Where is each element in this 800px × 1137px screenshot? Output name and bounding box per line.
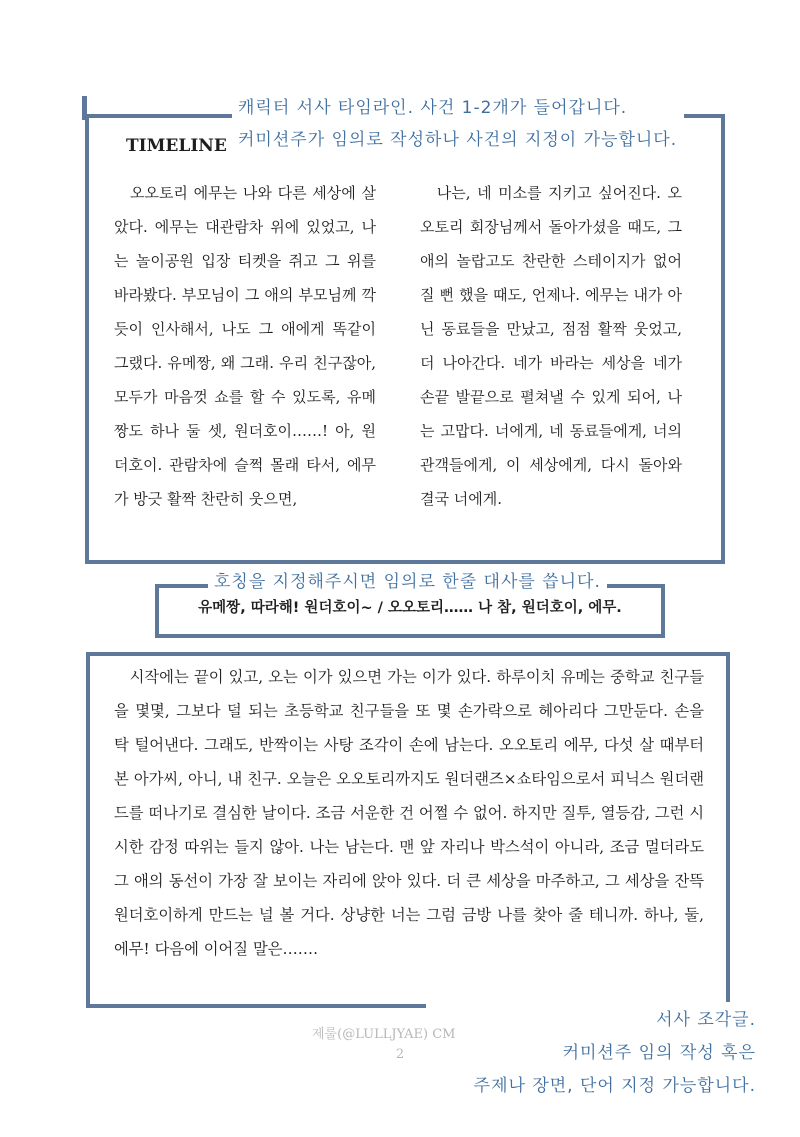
page-footer	[300, 1025, 500, 1065]
footer-credit: 제룰(@LULLJYAE) CM	[312, 1027, 456, 1042]
quote-text: 유메짱, 따라해! 원더호이~ / 오오토리…… 나 참, 원더호이, 에무.	[198, 600, 622, 616]
timeline-left-column: 오오토리 에무는 나와 다른 세상에 살았다. 에무는 대관람차 위에 있었고, 나는 놀이공원 입장 티켓을 쥐고 그 위를 바라봤다. 부모님이 그 애의 부모님께 깍듯이 인사해서, 나도 그 애에게 똑같이 그랬다. 유메짱, 왜 그래. 우리 친구잖아, 모두가 마음껏 쇼를 할 수 있도록, 유메짱도 하나 둘 셋, 원더호이……! 아, 원더호이. 관람차에 슬쩍 몰래 타서, 에무가 방긋 활짝 찬란히 웃으면,	[114, 184, 376, 508]
story-note-line1: 서사 조각글.	[656, 1010, 756, 1030]
story-note-line3: 주제나 장면, 단어 지정 가능합니다.	[473, 1076, 756, 1096]
page-number: 2	[395, 1047, 405, 1062]
timeline-note-line1: 캐릭터 서사 타임라인. 사건 1-2개가 들어갑니다.	[238, 98, 628, 118]
timeline-note	[232, 90, 684, 158]
story-note-line2: 커미션주 임의 작성 혹은	[562, 1043, 756, 1063]
story-text: 시작에는 끝이 있고, 오는 이가 있으면 가는 이가 있다. 하루이치 유메는 중학교 친구들을 몇몇, 그보다 덜 되는 초등학교 친구들을 또 몇 손가락으로 헤아리다 그만둔다. 손을 탁 털어낸다. 그래도, 반짝이는 사탕 조각이 손에 남는다. 오오토리 에무, 다섯 살 때부터 본 아가씨, 아니, 내 친구. 오늘은 오오토리까지도 원더랜즈×쇼타임으로서 피닉스 원더랜드를 떠나기로 결심한 날이다. 조금 서운한 건 어쩔 수 없어. 하지만 질투, 열등감, 그런 시시한 감정 따위는 들지 않아. 나는 남는다. 맨 앞 자리나 박스석이 아니라, 조금 멀더라도 그 애의 동선이 가장 잘 보이는 자리에 앉아 있다. 더 큰 세상을 마주하고, 그 세상을 잔뜩 원더호이하게 만드는 널 볼 거다. 상냥한 너는 그럼 금방 나를 찾아 줄 테니까. 하나, 둘, 에무! 다음에 이어질 말은…….	[114, 668, 704, 958]
timeline-heading: TIMELINE	[126, 136, 227, 156]
timeline-right-column: 나는, 네 미소를 지키고 싶어진다. 오오토리 회장님께서 돌아가셨을 때도, 그 애의 놀랍고도 찬란한 스테이지가 없어질 뻔 했을 때도, 언제나. 에무는 내가 아닌 동료들을 만났고, 점점 활짝 웃었고, 더 나아간다. 네가 바라는 세상을 네가 손끝 발끝으로 펼쳐낼 수 있게 되어, 나는 고맙다. 너에게, 네 동료들에게, 너의 관객들에게, 이 세상에게, 다시 돌아와 결국 너에게.	[420, 184, 682, 508]
timeline-note-line2: 커미션주가 임의로 작성하나 사건의 지정이 가능합니다.	[238, 130, 678, 150]
quote-note: 호칭을 지정해주시면 임의로 한줄 대사를 씁니다.	[208, 568, 607, 596]
frame-corner-tick	[82, 96, 87, 120]
